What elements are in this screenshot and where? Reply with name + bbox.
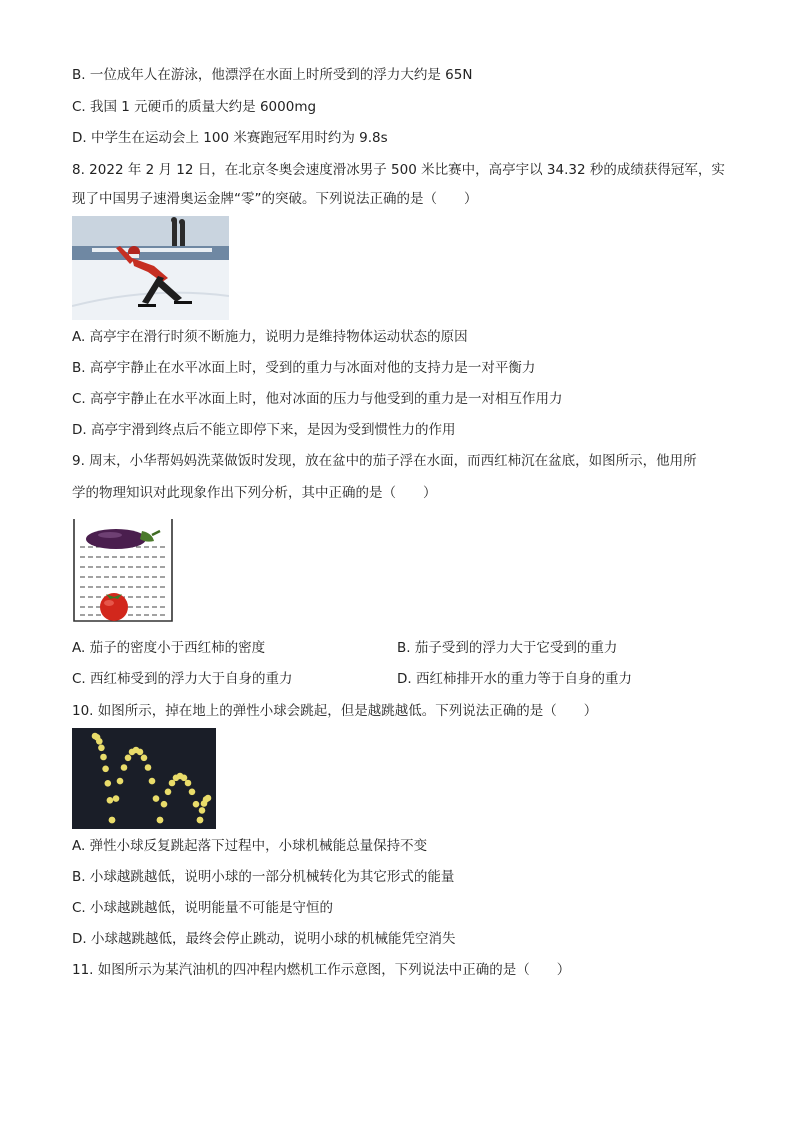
q10-option-b: B. 小球越跳越低，说明小球的一部分机械转化为其它形式的能量 bbox=[72, 869, 455, 885]
q8-option-b: B. 高亭宇静止在水平冰面上时，受到的重力与冰面对他的支持力是一对平衡力 bbox=[72, 360, 536, 376]
q7-option-c: C. 我国 1 元硬币的质量大约是 6000mg bbox=[72, 99, 317, 115]
basin-diagram bbox=[72, 517, 174, 623]
ball-mark bbox=[165, 789, 172, 796]
q10-option-d: D. 小球越跳越低，最终会停止跳动，说明小球的机械能凭空消失 bbox=[72, 931, 456, 947]
q10-option-c: C. 小球越跳越低，说明能量不可能是守恒的 bbox=[72, 900, 334, 916]
ball-mark bbox=[102, 766, 109, 773]
q7-option-d: D. 中学生在运动会上 100 米赛跑冠军用时约为 9.8s bbox=[72, 130, 388, 146]
ball-mark bbox=[96, 738, 103, 745]
ball-mark bbox=[149, 778, 156, 785]
ball-mark bbox=[205, 795, 212, 802]
ball-mark bbox=[125, 755, 132, 762]
q8-option-c: C. 高亭宇静止在水平冰面上时，他对冰面的压力与他受到的重力是一对相互作用力 bbox=[72, 391, 563, 407]
ball-mark bbox=[199, 807, 206, 814]
q9-option-c: C. 西红柿受到的浮力大于自身的重力 bbox=[72, 671, 293, 687]
ball-mark bbox=[189, 789, 196, 796]
q9-option-d: D. 西红柿排开水的重力等于自身的重力 bbox=[397, 671, 632, 687]
q9-stem-line2: 学的物理知识对此现象作出下列分析，其中正确的是（ ） bbox=[72, 485, 437, 501]
ball-mark bbox=[105, 780, 112, 787]
q8-option-a: A. 高亭宇在滑行时须不断施力，说明力是维持物体运动状态的原因 bbox=[72, 329, 468, 345]
ball-mark bbox=[161, 801, 168, 808]
ball-mark bbox=[193, 801, 200, 808]
ball-mark bbox=[121, 764, 128, 771]
ball-mark bbox=[169, 780, 176, 787]
q9-option-b: B. 茄子受到的浮力大于它受到的重力 bbox=[397, 640, 618, 656]
ball-mark bbox=[98, 745, 105, 752]
eggplant-icon bbox=[86, 529, 160, 549]
q8-option-d: D. 高亭宇滑到终点后不能立即停下来，是因为受到惯性力的作用 bbox=[72, 422, 456, 438]
ball-mark bbox=[197, 817, 204, 824]
q9-stem-line1: 9. 周末，小华帮妈妈洗菜做饭时发现，放在盆中的茄子浮在水面，而西红柿沉在盆底，如图所示，他用所 bbox=[72, 453, 697, 469]
ball-mark bbox=[107, 797, 114, 804]
ball-mark bbox=[109, 817, 116, 824]
tomato-icon bbox=[100, 593, 128, 621]
ball-mark bbox=[157, 817, 164, 824]
q11-stem: 11. 如图所示为某汽油机的四冲程内燃机工作示意图，下列说法中正确的是（ ） bbox=[72, 962, 571, 978]
ball-mark bbox=[113, 795, 120, 802]
q9-option-a: A. 茄子的密度小于西红柿的密度 bbox=[72, 640, 266, 656]
q7-option-b: B. 一位成年人在游泳，他漂浮在水面上时所受到的浮力大约是 65N bbox=[72, 67, 473, 83]
ball-mark bbox=[145, 764, 152, 771]
ball-mark bbox=[141, 755, 148, 762]
ball-mark bbox=[185, 780, 192, 787]
q8-stem-line2: 现了中国男子速滑奥运金牌“零”的突破。下列说法正确的是（ ） bbox=[72, 191, 478, 207]
ball-mark bbox=[117, 778, 124, 785]
q10-stem: 10. 如图所示，掉在地上的弹性小球会跳起，但是越跳越低。下列说法正确的是（ ） bbox=[72, 703, 598, 719]
bouncing-ball-photo bbox=[72, 728, 216, 829]
ball-mark bbox=[153, 795, 160, 802]
ball-mark bbox=[137, 749, 144, 756]
q8-stem-line1: 8. 2022 年 2 月 12 日，在北京冬奥会速度滑冰男子 500 米比赛中，高亭宇以 34.32 秒的成绩获得冠军，实 bbox=[72, 162, 725, 178]
ball-mark bbox=[100, 754, 107, 761]
q10-option-a: A. 弹性小球反复跳起落下过程中，小球机械能总量保持不变 bbox=[72, 838, 428, 854]
ball-mark bbox=[181, 775, 188, 782]
speed-skater-photo bbox=[72, 216, 229, 320]
